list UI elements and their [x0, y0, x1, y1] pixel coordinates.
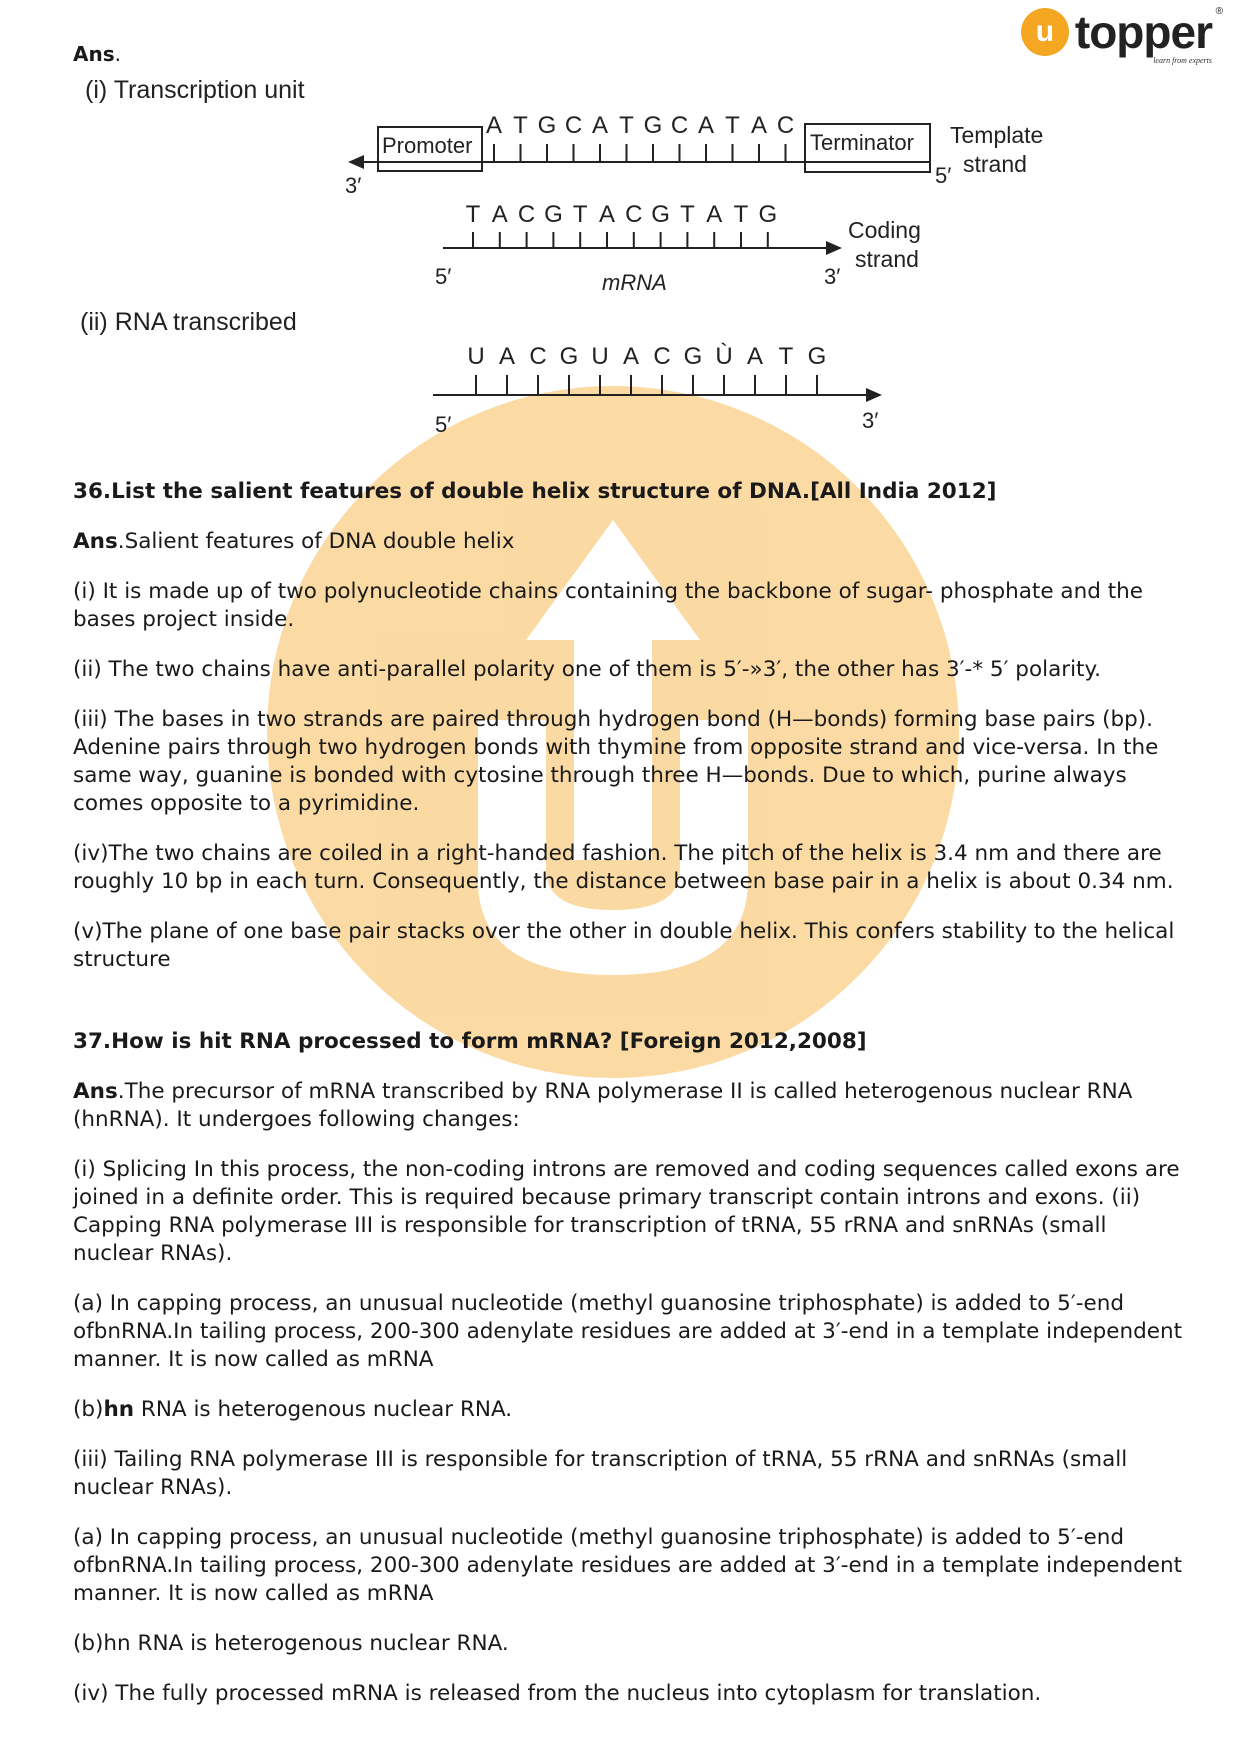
template-arrowhead: [348, 155, 364, 169]
coding-base-7: C: [625, 201, 643, 228]
rna-base-2: A: [498, 343, 516, 370]
question-37-section: [73, 1028, 1183, 1730]
coding-arrowhead: [826, 241, 842, 255]
question-36-section: [73, 478, 1183, 996]
rna-base-6: A: [622, 343, 640, 370]
question-37-answer-intro: Ans.The precursor of mRNA transcribed by RNA polymerase II is called heterogenous nuclear RNA (hnRNA). It undergoes following changes:: [73, 1079, 1133, 1132]
template-base-11: A: [750, 112, 768, 139]
part-i-label: (i) Transcription unit: [85, 76, 305, 104]
template-base-2: T: [513, 112, 528, 139]
rna-base-3: C: [529, 343, 547, 370]
template-base-12: C: [776, 112, 795, 139]
template-right-end: 5′: [935, 163, 952, 188]
q36-point-5: (v)The plane of one base pair stacks over the other in double helix. This confers stability to the helical structure: [73, 919, 1175, 972]
brand-tagline: learn from experts: [1153, 56, 1212, 65]
template-base-8: C: [670, 112, 689, 139]
question-37-title: 37.How is hit RNA processed to form mRNA? [Foreign 2012,2008]: [73, 1029, 867, 1054]
rna-base-11: T: [778, 343, 794, 370]
coding-base-12: G: [758, 201, 778, 228]
coding-mrna-label: mRNA: [602, 270, 667, 295]
template-base-9: A: [697, 112, 715, 139]
rna-left-end: 5′: [435, 412, 452, 437]
coding-right-end: 3′: [824, 264, 841, 289]
template-left-end: 3′: [345, 173, 362, 198]
brand-mark-icon: u: [1021, 8, 1069, 56]
coding-left-end: 5′: [435, 264, 452, 289]
q37-paragraph-5: (a) In capping process, an unusual nucleotide (methyl guanosine triphosphate) is added to 5′-end ofbnRNA.In tailing process, 200-300 adenylate residues are added at 3′-end in a template independent manner. It is now called as mRNA: [73, 1525, 1183, 1606]
rna-base-8: G: [683, 343, 703, 370]
registered-mark: ®: [1215, 6, 1222, 17]
question-36-title: 36.List the salient features of double helix structure of DNA.[All India 2012]: [73, 479, 997, 504]
q37-paragraph-2: (a) In capping process, an unusual nucleotide (methyl guanosine triphosphate) is added to 5′-end ofbnRNA.In tailing process, 200-300 adenylate residues are added at 3′-end in a template independent manner. It is now called as mRNA: [73, 1291, 1183, 1372]
coding-base-10: A: [706, 201, 723, 228]
template-strand-label-1: Template: [950, 122, 1044, 148]
intro-answer-label: Ans.: [73, 42, 121, 66]
rna-base-9: Ù: [715, 343, 733, 370]
rna-base-12: G: [807, 343, 827, 370]
promoter-label: Promoter: [382, 133, 473, 158]
rna-arrowhead: [866, 388, 882, 402]
rna-base-5: U: [591, 343, 609, 370]
q36-point-1: (i) It is made up of two polynucleotide chains containing the backbone of sugar- phosphate and the bases project inside.: [73, 579, 1143, 632]
brand-logo: [1021, 6, 1222, 65]
template-base-10: T: [725, 112, 740, 139]
transcription-diagram: [0, 0, 1242, 440]
q37-paragraph-6: (b)hn RNA is heterogenous nuclear RNA.: [73, 1631, 509, 1656]
coding-base-11: T: [733, 201, 749, 228]
coding-base-2: A: [491, 201, 508, 228]
coding-strand-label-1: Coding: [848, 217, 921, 243]
coding-base-1: T: [465, 201, 481, 228]
q37-paragraph-7: (iv) The fully processed mRNA is released from the nucleus into cytoplasm for translation.: [73, 1681, 1042, 1706]
template-base-4: C: [564, 112, 583, 139]
coding-base-9: T: [680, 201, 695, 228]
rna-base-1: U: [467, 343, 485, 370]
q36-point-3: (iii) The bases in two strands are paired through hydrogen bond (H—bonds) forming base pairs (bp). Adenine pairs through two hydrogen bonds with thymine from opposite strand and vice-versa. In the same way, guanine is bonded with cytosine through three H—bonds. Due to which, purine always comes opposite to a pyrimidine.: [73, 707, 1159, 816]
template-base-7: G: [643, 112, 663, 139]
rna-right-end: 3′: [862, 408, 879, 433]
template-base-1: A: [485, 112, 503, 139]
q37-paragraph-3: (b)hn RNA is heterogenous nuclear RNA.: [73, 1397, 513, 1422]
question-36-answer-intro: Ans.Salient features of DNA double helix: [73, 529, 515, 554]
template-base-5: A: [591, 112, 609, 139]
coding-base-3: C: [517, 201, 536, 228]
template-strand-label-2: strand: [963, 151, 1027, 177]
rna-base-4: G: [559, 343, 579, 370]
coding-strand-label-2: strand: [855, 246, 919, 272]
rna-base-7: C: [653, 343, 671, 370]
brand-name: topper ® learn from experts: [1074, 6, 1222, 65]
terminator-label: Terminator: [810, 130, 914, 155]
q37-paragraph-4: (iii) Tailing RNA polymerase III is responsible for transcription of tRNA, 55 rRNA and snRNAs (small nuclear RNAs).: [73, 1447, 1128, 1500]
template-base-3: G: [537, 112, 557, 139]
q36-point-2: (ii) The two chains have anti-parallel polarity one of them is 5′-»3′, the other has 3′-* 5′ polarity.: [73, 657, 1101, 682]
rna-base-10: A: [746, 343, 764, 370]
coding-base-5: T: [572, 201, 588, 228]
coding-base-8: G: [651, 201, 670, 228]
template-base-6: T: [619, 112, 634, 139]
coding-base-6: A: [598, 201, 616, 228]
q37-paragraph-1: (i) Splicing In this process, the non-coding introns are removed and coding sequences called exons are joined in a definite order. This is required because primary transcript contain introns and exons. (ii) Capping RNA polymerase III is responsible for transcription of tRNA, 55 rRNA and snRNAs (small nuclear RNAs).: [73, 1157, 1180, 1266]
q36-point-4: (iv)The two chains are coiled in a right-handed fashion. The pitch of the helix is 3.4 nm and there are roughly 10 bp in each turn. Consequently, the distance between base pair in a helix is about 0.34 nm.: [73, 841, 1174, 894]
coding-base-4: G: [544, 201, 563, 228]
part-ii-label: (ii) RNA transcribed: [80, 308, 297, 336]
